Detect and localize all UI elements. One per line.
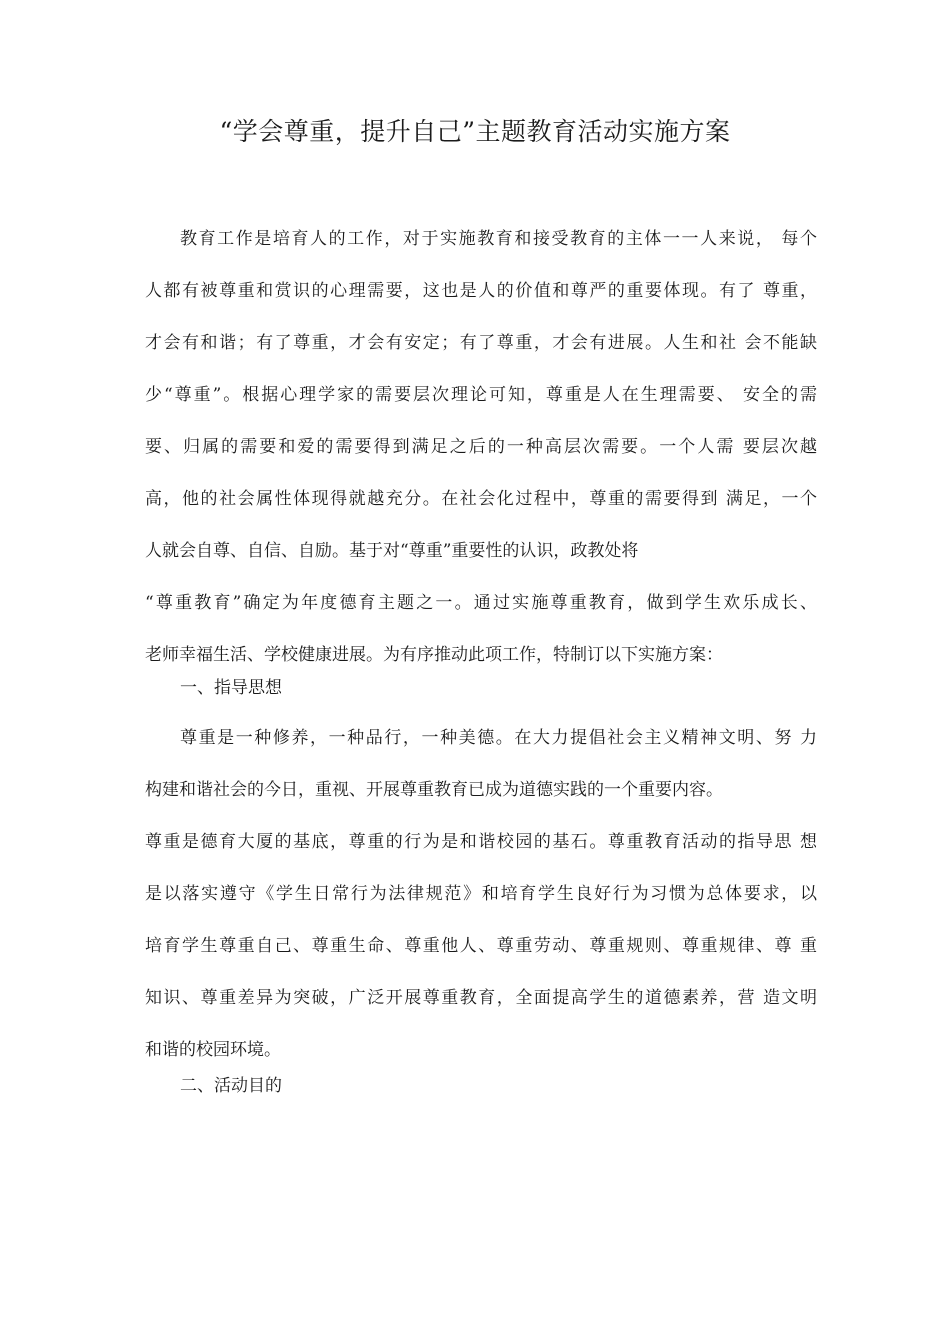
paragraph-line: 构建和谐社会的今日，重视、开展尊重教育已成为道德实践的一个重要内容。 <box>145 780 723 800</box>
guiding-ideology-paragraph <box>145 712 817 1076</box>
paragraph-line: 尊重是一种修养，一种品行，一种美德。在大力提倡社会主义精神文明、努 力 <box>180 728 817 748</box>
paragraph-line: 和谐的校园环境。 <box>145 1040 281 1060</box>
paragraph-line: 是以落实遵守《学生日常行为法律规范》和培育学生良好行为习惯为总体要求，以 <box>145 884 817 904</box>
intro-line: 教育工作是培育人的工作，对于实施教育和接受教育的主体一一人来说， 每个 <box>180 229 817 249</box>
paragraph-line: 培育学生尊重自己、尊重生命、尊重他人、尊重劳动、尊重规则、尊重规律、尊 重 <box>145 936 817 956</box>
paragraph-line: 尊重是德育大厦的基底，尊重的行为是和谐校园的基石。尊重教育活动的指导思 想 <box>145 832 817 852</box>
section-heading-guiding-ideology: 一、指导思想 <box>180 678 282 698</box>
intro-line: 才会有和谐；有了尊重，才会有安定；有了尊重，才会有进展。人生和社 会不能缺 <box>145 333 817 353</box>
document-title: “学会尊重，提升自己”主题教育活动实施方案 <box>219 117 731 146</box>
intro-line: “尊重教育”确定为年度德育主题之一。通过实施尊重教育，做到学生欢乐成长、 <box>145 593 817 613</box>
paragraph-line: 知识、尊重差异为突破，广泛开展尊重教育，全面提高学生的道德素养，营 造文明 <box>145 988 817 1008</box>
intro-line: 老师幸福生活、学校健康进展。为有序推动此项工作，特制订以下实施方案： <box>145 645 723 665</box>
intro-paragraph <box>145 213 817 681</box>
intro-line: 人都有被尊重和赏识的心理需要，这也是人的价值和尊严的重要体现。有了 尊重， <box>145 281 817 301</box>
intro-line: 少“尊重”。根据心理学家的需要层次理论可知，尊重是人在生理需要、 安全的需 <box>145 385 817 405</box>
section-heading-activity-purpose: 二、活动目的 <box>180 1076 282 1096</box>
intro-line: 人就会自尊、自信、自励。基于对“尊重”重要性的认识，政教处将 <box>145 541 639 561</box>
intro-line: 要、归属的需要和爱的需要得到满足之后的一种高层次需要。一个人需 要层次越 <box>145 437 817 457</box>
intro-line: 高，他的社会属性体现得就越充分。在社会化过程中，尊重的需要得到 满足，一个 <box>145 489 817 509</box>
